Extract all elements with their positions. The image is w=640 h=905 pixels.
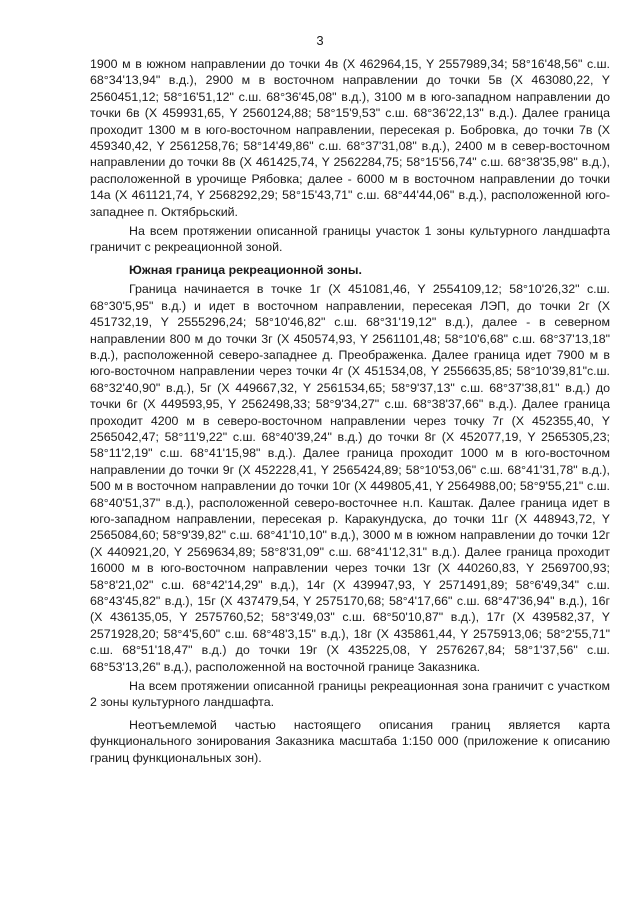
paragraph-zone-1-summary: На всем протяжении описанной границы участок 1 зоны культурного ландшафта граничит с рекреационной зоной. (90, 224, 610, 255)
paragraph-map-reference: Неотъемлемой частью настоящего описания границ является карта функционального зонирования Заказника масштаба 1:150 000 (приложение к описанию границ функциональных зон). (90, 717, 610, 765)
page-number: 3 (316, 33, 324, 48)
paragraph-boundary-continuation: 1900 м в южном направлении до точки 4в (X 462964,15, Y 2557989,34; 58°16'48,56" с.ш. 68°34'13,94" в.д.), 2900 м в восточном направлении до точки 5в (X 463080,22, Y 2560451,12; 58°16'51,12" с.ш. 68°36'45,08" в.д.), 3100 м в юго-западном направлении до точки 6в (X 459931,65, Y 2560124,88; 58°15'9,53" с.ш. 68°36'22,13" в.д.). Далее граница проходит 1300 м в юго-восточном направлении, пересекая р. Бобровка, до точки 7в (X 459340,42, Y 2561258,76; 58°14'49,86" с.ш. 68°37'31,08" в.д.), 2400 м в север-восточном направлении до точки 8в (X 461425,74, Y 2562284,75; 58°15'56,74" с.ш. 68°38'35,98" в.д.), расположенной в урочище Рябовка; далее - 6000 м в восточном направлении до точки 14а (X 461121,74, Y 2568292,29; 58°15'43,71" с.ш. 68°44'44,06" в.д.), расположенной юго-западнее п. Октябрьский. (90, 57, 610, 219)
section-heading-southern-boundary: Южная граница рекреационной зоны. (129, 262, 362, 277)
paragraph-southern-boundary-description: Граница начинается в точке 1г (X 451081,46, Y 2554109,12; 58°10'26,32" с.ш. 68°30'5,95" в.д.) и идет в восточном направлении, пересекая ЛЭП, до точки 2г (X 451732,19, Y 2555296,24; 58°10'46,82" с.ш. 68°31'19,12" в.д.), далее - в северном направлении 800 м до точки 3г (X 450574,93, Y 2561101,48; 58°10'6,68" с.ш. 68°37'13,18" в.д.), расположенной северо-западнее д. Преображенка. Далее граница идет 7900 м в юго-восточном направлении через точки 4г (X 451534,08, Y 2556635,85; 58°10'39,81"с.ш. 68°32'40,90" в.д.), 5г (X 449667,32, Y 2561534,65; 58°9'37,13" с.ш. 68°37'38,81" в.д.) до точки 6г (X 449593,95, Y 2562498,33; 58°9'34,27" с.ш. 68°38'37,66" в.д.). Далее граница проходит 4200 м в северо-восточном направлении через точку 7г (X 452355,40, Y 2565042,47; 58°11'9,22" с.ш. 68°40'39,24" в.д.) до точки 8г (X 452077,19, Y 2565305,23; 58°11'2,19" с.ш. 68°41'15,98" в.д.). Далее граница проходит 1000 м в юго-восточном направлении до точки 9г (X 452228,41, Y 2565424,89; 58°10'53,06" с.ш. 68°41'31,78" в.д.), 500 м в восточном направлении до точки 10г (X 449805,41, Y 2564988,00; 58°9'55,21" с.ш. 68°40'51,37" в.д.), расположенной северо-восточнее н.п. Каштак. Далее граница идет в юго-западном направлении, пересекая р. Каракундуска, до точки 11г (X 448943,72, Y 2565084,60; 58°9'39,82" с.ш. 68°41'10,10" в.д.), 3000 м в южном направлении до точки 12г (X 440921,20, Y 2569634,89; 58°8'31,09" с.ш. 68°41'12,31" в.д.). Далее граница проходит 16000 м в юго-восточном направлении через точки 13г (X 440260,83, Y 2569700,93; 58°8'21,02" с.ш. 68°42'14,29" в.д.), 14г (X 439947,93, Y 2571491,89; 58°6'49,34" с.ш. 68°43'45,82" в.д.), 15г (X 437479,54, Y 2575170,68; 58°4'17,66" с.ш. 68°47'36,94" в.д.), 16г (X 436135,05, Y 2575760,52; 58°3'49,03" с.ш. 68°50'10,87" в.д.), 17г (X 439582,37, Y 2571928,20; 58°4'5,60" с.ш. 68°48'3,15" в.д.), 18г (X 435861,44, Y 2575913,06; 58°2'55,71" с.ш. 68°51'18,47" в.д.) до точки 19г (X 435225,08, Y 2576267,84; 58°1'37,56" с.ш. 68°53'13,26" в.д.), расположенной на восточной границе Заказника. (90, 282, 610, 674)
paragraph-recreation-zone-summary: На всем протяжении описанной границы рекреационная зона граничит с участком 2 зоны культурного ландшафта. (90, 679, 610, 710)
document-body (90, 56, 610, 766)
